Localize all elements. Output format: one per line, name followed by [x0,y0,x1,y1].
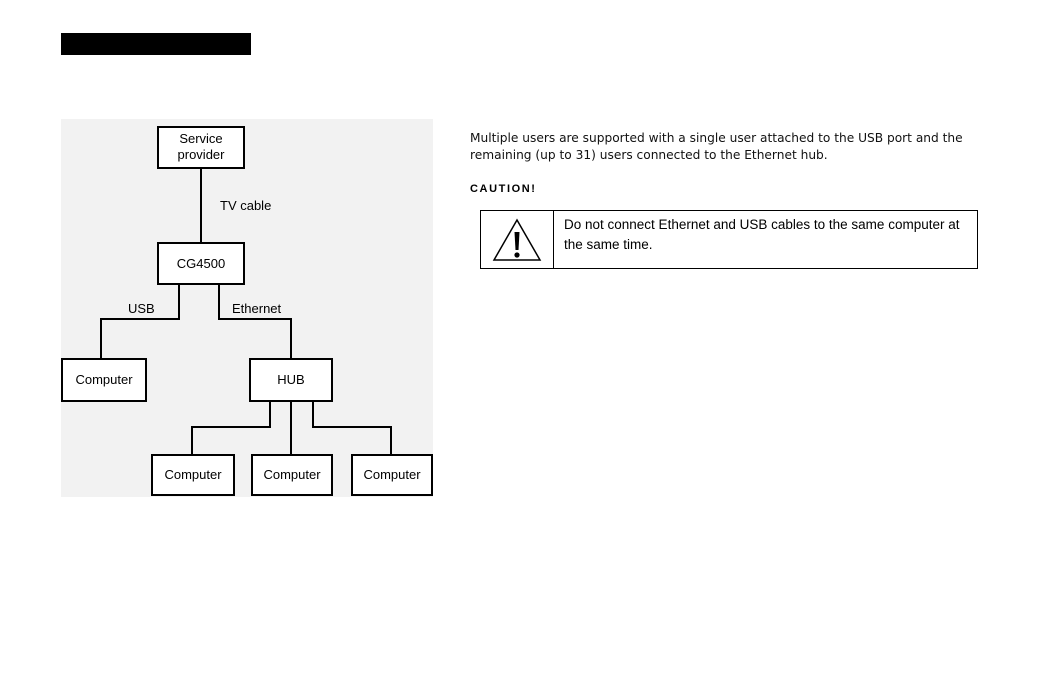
node-label-router: CG4500 [176,256,226,271]
edge-hub-computer-1 [192,401,270,455]
warning-triangle-icon [491,217,543,263]
node-label-service-provider-line1: Service [179,131,223,146]
edge-label-ethernet: Ethernet [232,301,282,316]
node-label-computer-2: Computer [263,467,321,482]
node-label-computer-usb: Computer [75,372,133,387]
caution-box [480,210,978,269]
caution-text: Do not connect Ethernet and USB cables to the same computer at the same time. [564,217,960,252]
edge-label-usb: USB [128,301,155,316]
edge-hub-computer-3 [313,401,391,455]
edge-usb [101,284,179,359]
node-label-service-provider-line2: provider [177,147,225,162]
edge-ethernet [219,284,291,359]
caution-heading: CAUTION! [470,183,537,195]
caution-icon-cell [481,211,554,268]
node-label-hub: HUB [277,372,305,387]
edge-label-tv-cable: TV cable [220,198,272,213]
description-text: Multiple users are supported with a single user attached to the USB port and the remaining (up to 31) users connected to the Ethernet hub. [470,131,963,162]
node-label-computer-3: Computer [363,467,421,482]
node-label-computer-1: Computer [164,467,222,482]
